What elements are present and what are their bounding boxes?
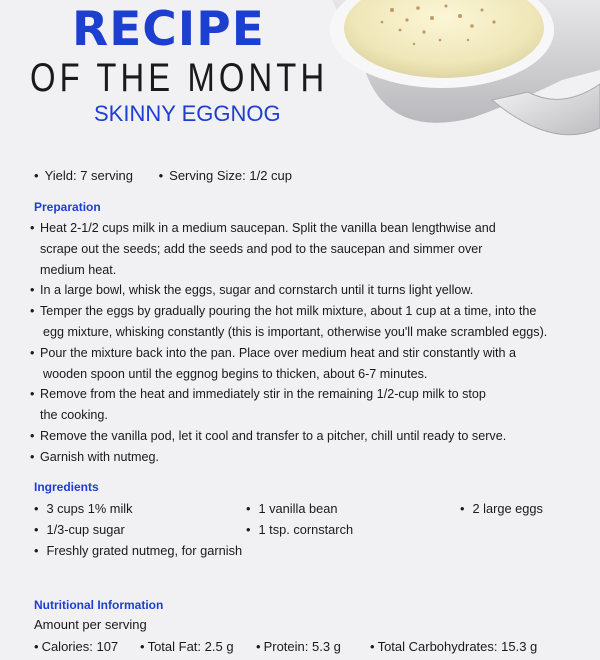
nutrition-fact: • Protein: 5.3 g [256, 639, 341, 654]
yield-text: • Yield: 7 serving [34, 168, 133, 183]
ingredients-heading: Ingredients [34, 480, 99, 494]
nutrition-fact: • Total Fat: 2.5 g [140, 639, 234, 654]
list-item: • Heat 2-1/2 cups milk in a medium saucepan. Split the vanilla bean lengthwise and scrape out the seeds; add the seeds and pod to the saucepan and simmer over medium heat. [30, 218, 595, 280]
amount-label: Amount per serving [34, 617, 147, 632]
list-item: • Temper the eggs by gradually pouring the hot milk mixture, about 1 cup at a time, into the egg mixture, whisking constantly (this is important, otherwise you'll make scrambled eggs). [30, 301, 595, 343]
ingredient-item: • 3 cups 1% milk [34, 501, 133, 516]
list-item: • Remove the vanilla pod, let it cool and transfer to a pitcher, chill until ready to serve. [30, 426, 595, 447]
preparation-steps [30, 218, 595, 468]
list-item: • In a large bowl, whisk the eggs, sugar and cornstarch until it turns light yellow. [30, 280, 595, 301]
list-item: • Remove from the heat and immediately stir in the remaining 1/2-cup milk to stop the cooking. [30, 384, 595, 426]
eggnog-mug-photo [322, 0, 600, 150]
list-item: • Garnish with nutmeg. [30, 447, 595, 468]
ingredient-item: • 1/3-cup sugar [34, 522, 125, 537]
summary-line [34, 168, 314, 183]
preparation-heading: Preparation [34, 200, 101, 214]
page-title: RECIPE [72, 2, 265, 57]
nutrition-fact: • Total Carbohydrates: 15.3 g [370, 639, 537, 654]
ingredient-item: • Freshly grated nutmeg, for garnish [34, 543, 242, 558]
list-item: • Pour the mixture back into the pan. Place over medium heat and stir constantly with a wooden spoon until the eggnog begins to thicken, about 6-7 minutes. [30, 343, 595, 385]
ingredient-item: • 1 tsp. cornstarch [246, 522, 353, 537]
ingredient-item: • 2 large eggs [460, 501, 543, 516]
serving-size-text: • Serving Size: 1/2 cup [159, 168, 292, 183]
nutrition-heading: Nutritional Information [34, 598, 164, 612]
ingredient-item: • 1 vanilla bean [246, 501, 337, 516]
title-subline: OF THE MONTH [30, 56, 329, 100]
nutrition-fact: • Calories: 107 [34, 639, 118, 654]
recipe-name: SKINNY EGGNOG [94, 101, 281, 126]
